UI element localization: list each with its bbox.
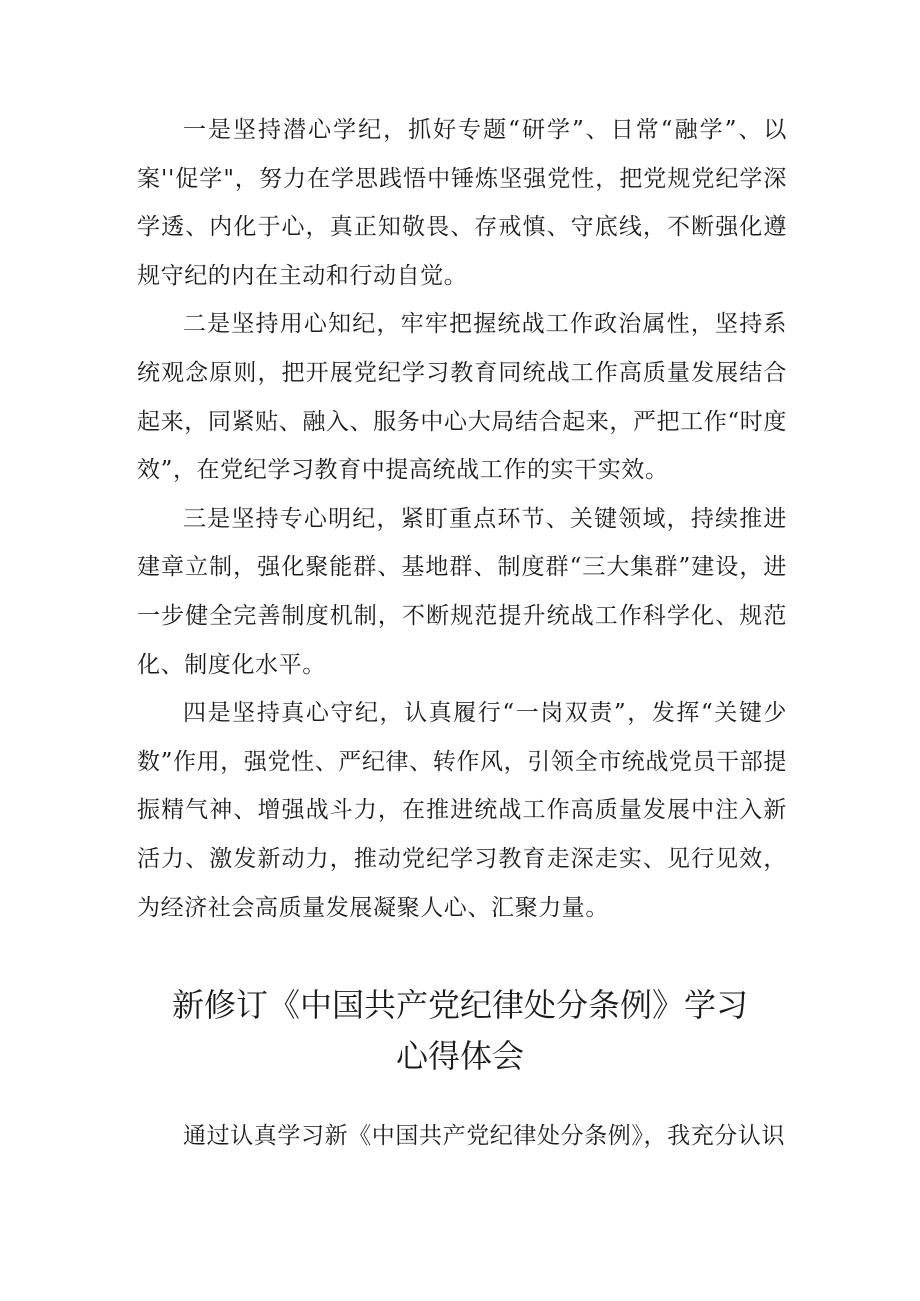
section-title-line-1: 新修订《中国共产党纪律处分条例》学习 [171, 986, 748, 1024]
next-section-body [137, 1112, 787, 1161]
paragraph-5: 通过认真学习新《中国共产党纪律处分条例》，我充分认识 [183, 1123, 786, 1149]
body-text [137, 106, 787, 932]
section-title-line-2: 心得体会 [395, 1037, 524, 1075]
paragraph-4: 四是坚持真心守纪，认真履行“一岗双责”，发挥“关键少数”作用，强党性、严纪律、转作风，引领全市统战党员干部提振精气神、增强战斗力，在推进统战工作高质量发展中注入新活力、激发新动力，推动党纪学习教育走深走实、见行见效，为经济社会高质量发展凝聚人心、汇聚力量。 [137, 700, 787, 921]
section-title [110, 980, 810, 1082]
paragraph-1: 一是坚持潜心学纪，抓好专题“研学”、日常“融学”、以案''促学"，努力在学思践悟中锤炼坚强党性，把党规党纪学深学透、内化于心，真正知敬畏、存戒慎、守底线，不断强化遵规守纪的内在主动和行动自觉。 [137, 117, 787, 289]
paragraph-3: 三是坚持专心明纪，紧盯重点环节、关键领域，持续推进建章立制，强化聚能群、基地群、制度群“三大集群”建设，进一步健全完善制度机制，不断规范提升统战工作科学化、规范化、制度化水平。 [137, 505, 787, 678]
paragraph-2: 二是坚持用心知纪，牢牢把握统战工作政治属性，坚持系统观念原则，把开展党纪学习教育同统战工作高质量发展结合起来，同紧贴、融入、服务中心大局结合起来，严把工作“时度效”，在党纪学习教育中提高统战工作的实干实效。 [137, 311, 787, 484]
